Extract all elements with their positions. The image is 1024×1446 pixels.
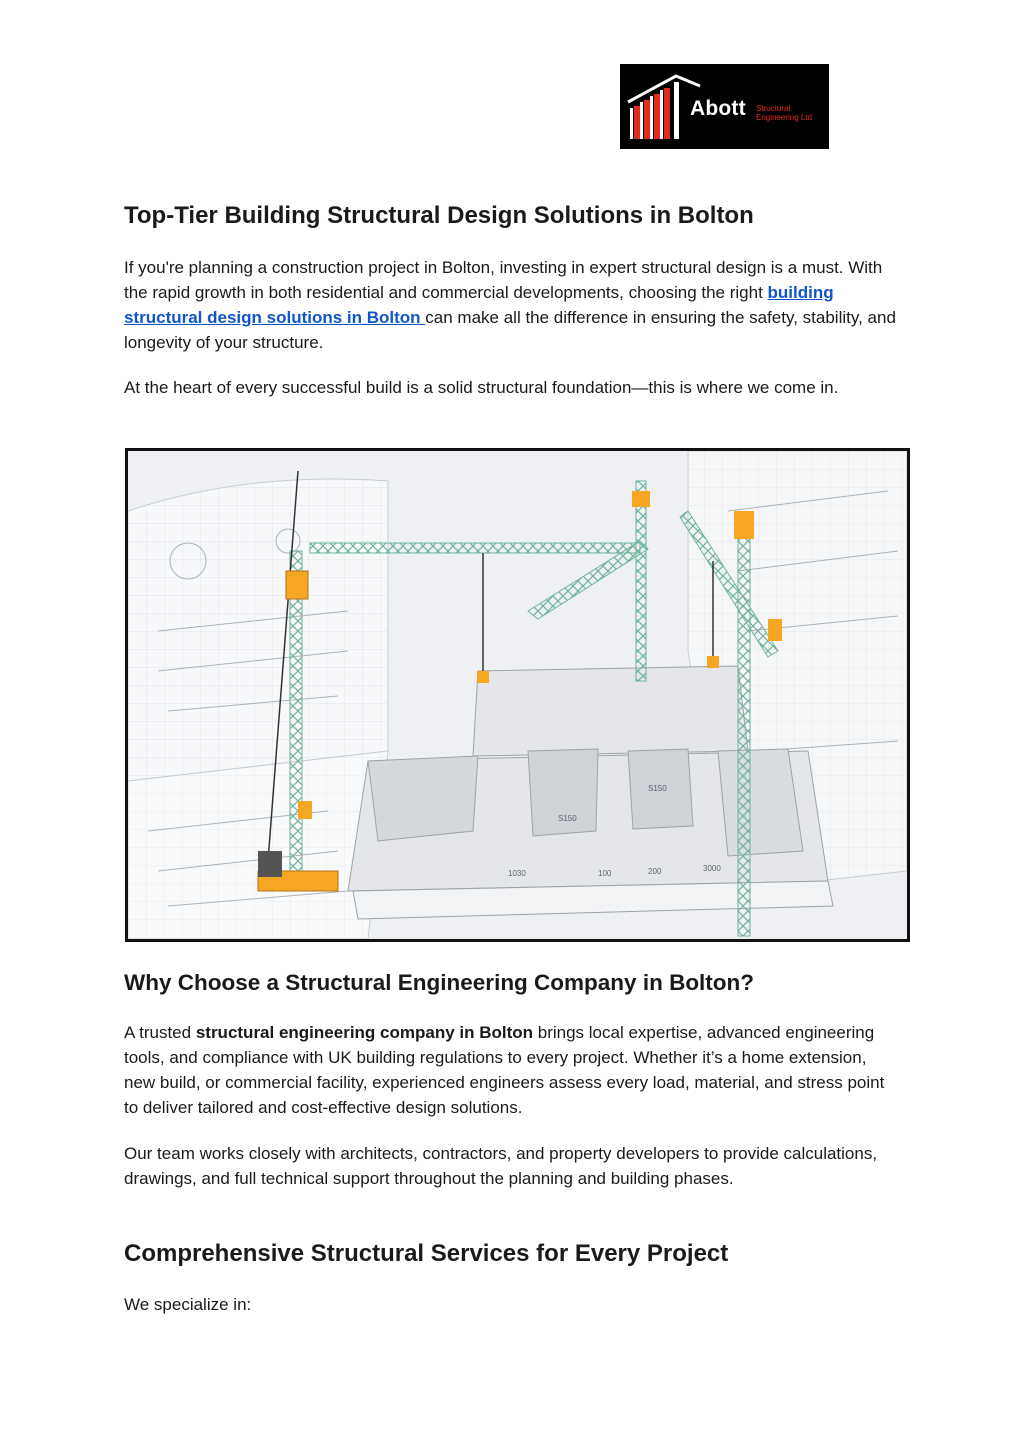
svg-text:S150: S150 — [648, 784, 667, 793]
why-text-before: A trusted — [124, 1023, 196, 1042]
services-heading: Comprehensive Structural Services for Every Project — [124, 1240, 729, 1267]
why-bold-text: structural engineering company in Bolton — [195, 1023, 534, 1042]
why-text-after: brings local expertise, advanced engineering tools, and compliance with UK building regulations to every project. Whether it’s a home extension, new build, or commercial facility, experienced engineers assess every load, material, and stress point to deliver tailored and cost-effective design solutions. — [124, 1023, 885, 1117]
why-choose-heading: Why Choose a Structural Engineering Company in Bolton? — [124, 970, 755, 995]
services-intro: We specialize in: — [124, 1295, 252, 1314]
construction-cranes-image — [125, 448, 910, 942]
svg-text:100: 100 — [598, 869, 612, 878]
company-logo — [620, 64, 829, 149]
why-choose-paragraph-2: Our team works closely with architects, contractors, and property developers to provide calculations, drawings, and full technical support throughout the planning and building phases. — [124, 1144, 878, 1188]
intro-text-after: can make all the difference in ensuring the safety, stability, and longevity of your structure. — [124, 308, 896, 352]
logo-subtitle-line1: Structural — [756, 104, 791, 113]
logo-subtitle — [756, 104, 812, 122]
svg-text:1030: 1030 — [508, 869, 526, 878]
svg-text:S150: S150 — [558, 814, 577, 823]
solutions-link[interactable]: building structural design solutions in Bolton — [124, 283, 834, 327]
logo-name: Abott — [690, 97, 746, 120]
svg-text:3000: 3000 — [703, 864, 721, 873]
logo-subtitle-line2: Engineering Ltd — [756, 113, 813, 122]
svg-text:200: 200 — [648, 867, 662, 876]
page-title: Top-Tier Building Structural Design Solutions in Bolton — [124, 202, 754, 229]
why-choose-paragraph-1 — [124, 1020, 900, 1120]
intro-paragraph — [124, 255, 900, 355]
foundation-paragraph: At the heart of every successful build is a solid structural foundation—this is where we come in. — [124, 378, 839, 397]
construction-cranes-blueprint-image — [128, 451, 907, 939]
intro-text-before: If you're planning a construction project in Bolton, investing in expert structural design is a must. With the rapid growth in both residential and commercial developments, choosing the right — [124, 258, 883, 302]
